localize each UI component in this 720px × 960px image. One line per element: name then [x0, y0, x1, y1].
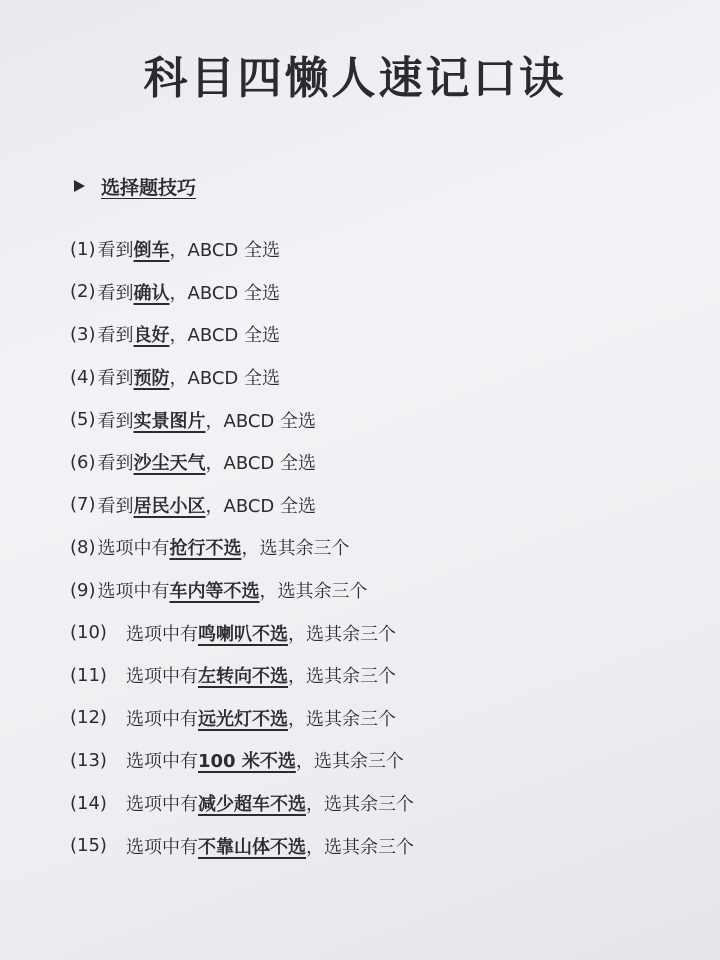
item-suffix: ，ABCD 全选: [169, 240, 280, 262]
item-suffix: ，ABCD 全选: [169, 368, 280, 390]
item-suffix: ，选其余三个: [306, 794, 414, 816]
item-suffix: ，选其余三个: [241, 538, 350, 560]
item-number: (8): [70, 536, 96, 558]
item-number: (1): [70, 238, 96, 260]
item-number: (11): [70, 664, 107, 686]
item-number: (4): [70, 366, 96, 388]
item-prefix: 选项中有: [97, 581, 170, 603]
list-item: [70, 356, 414, 399]
list-item: [70, 739, 414, 782]
list-item: [70, 271, 414, 314]
item-number: (12): [70, 707, 107, 729]
section-heading-label: 选择题技巧: [101, 177, 197, 199]
list-item: [70, 228, 414, 271]
item-keyword: 不靠山体不选: [198, 836, 306, 858]
list-item: [70, 654, 414, 697]
item-keyword: 居民小区: [133, 495, 206, 517]
item-number: (2): [70, 281, 96, 303]
item-suffix: ，ABCD 全选: [205, 410, 316, 432]
item-keyword: 良好: [133, 325, 170, 347]
list-item: [70, 824, 414, 867]
item-suffix: ，ABCD 全选: [205, 453, 316, 475]
item-number: (5): [70, 409, 96, 431]
item-number: (7): [70, 494, 96, 516]
item-keyword: 实景图片: [133, 410, 206, 432]
item-prefix: 选项中有: [126, 836, 198, 858]
item-prefix: 看到: [97, 453, 134, 475]
item-prefix: 选项中有: [126, 751, 198, 773]
item-keyword: 抢行不选: [169, 538, 242, 560]
section-heading: [74, 173, 196, 200]
item-keyword: 100 米不选: [198, 751, 296, 773]
item-suffix: ，ABCD 全选: [205, 495, 316, 517]
item-suffix: ，选其余三个: [295, 751, 404, 773]
item-number: (14): [70, 792, 107, 814]
list-item: [70, 484, 414, 527]
item-prefix: 选项中有: [126, 794, 198, 816]
item-keyword: 沙尘天气: [133, 453, 206, 475]
page-title: 科目四懒人速记口诀: [143, 53, 567, 104]
list-item: [70, 697, 414, 740]
item-prefix: 选项中有: [126, 623, 198, 645]
item-suffix: ，ABCD 全选: [169, 325, 280, 347]
item-keyword: 倒车: [133, 240, 170, 262]
list-item: [70, 398, 414, 441]
item-suffix: ，ABCD 全选: [169, 282, 280, 304]
item-suffix: ，选其余三个: [259, 581, 368, 603]
arrow-bullet-icon: [74, 180, 85, 192]
item-prefix: 选项中有: [97, 538, 170, 560]
item-suffix: ，选其余三个: [288, 623, 396, 645]
item-prefix: 看到: [97, 325, 134, 347]
item-prefix: 选项中有: [126, 708, 198, 730]
item-keyword: 减少超车不选: [198, 794, 306, 816]
item-prefix: 选项中有: [126, 666, 198, 688]
item-keyword: 远光灯不选: [198, 708, 288, 730]
item-prefix: 看到: [97, 495, 134, 517]
item-number: (13): [70, 749, 107, 771]
item-prefix: 看到: [97, 240, 134, 262]
item-number: (6): [70, 451, 96, 473]
item-number: (9): [70, 579, 96, 601]
item-suffix: ，选其余三个: [288, 666, 396, 688]
item-suffix: ，选其余三个: [306, 836, 414, 858]
list-item: [70, 441, 414, 484]
item-number: (10): [70, 622, 107, 644]
item-prefix: 看到: [97, 410, 134, 432]
item-suffix: ，选其余三个: [288, 708, 396, 730]
list-item: [70, 569, 414, 612]
item-keyword: 车内等不选: [169, 581, 260, 603]
list-item: [70, 313, 414, 356]
item-keyword: 左转向不选: [198, 666, 288, 688]
item-keyword: 确认: [133, 282, 170, 304]
item-number: (15): [70, 835, 107, 857]
item-number: (3): [70, 323, 96, 345]
list-item: [70, 526, 414, 569]
tips-list: [70, 228, 414, 867]
item-prefix: 看到: [97, 368, 134, 390]
item-keyword: 预防: [133, 368, 170, 390]
item-keyword: 鸣喇叭不选: [198, 623, 288, 645]
item-prefix: 看到: [97, 282, 134, 304]
list-item: [70, 782, 414, 825]
list-item: [70, 611, 414, 654]
